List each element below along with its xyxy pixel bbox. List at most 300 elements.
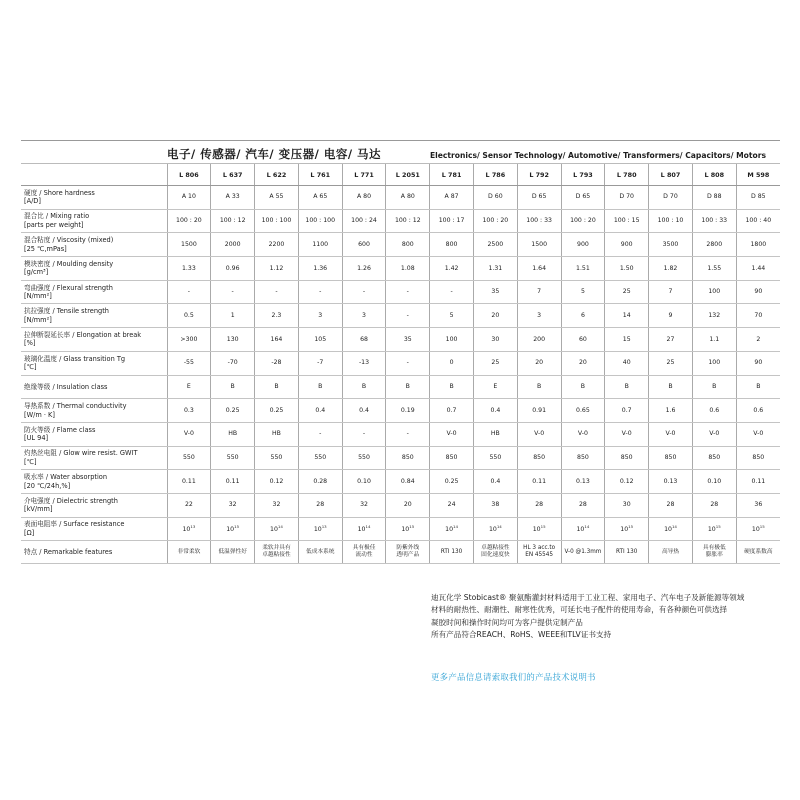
cell-value: 1.26	[357, 264, 371, 272]
cell-exponent: 15	[759, 523, 765, 529]
table-cell	[211, 257, 255, 281]
table-cell	[167, 517, 211, 541]
cell-value: 0.25	[269, 406, 284, 414]
table-cell	[692, 493, 736, 517]
property-unit: [parts per weight]	[24, 221, 84, 230]
cell-value: 0.3	[183, 406, 194, 414]
table-row	[21, 280, 780, 304]
cell-value: B	[756, 382, 761, 390]
cell-value: V-0	[183, 430, 194, 438]
table-cell	[298, 186, 342, 210]
cell-value: -55	[183, 359, 194, 367]
table-cell	[736, 422, 780, 446]
cell-value: E	[493, 382, 498, 390]
table-cell	[736, 517, 780, 541]
notes	[431, 592, 781, 642]
feature-cell	[386, 541, 430, 564]
feature-cell	[649, 541, 693, 564]
table-cell	[692, 304, 736, 328]
table-cell	[561, 470, 605, 494]
table-cell	[430, 280, 474, 304]
table-cell	[342, 186, 386, 210]
table-cell	[517, 375, 561, 399]
cell-value: 100 : 33	[526, 217, 552, 225]
table-cell	[561, 375, 605, 399]
cell-exponent: 15	[540, 523, 546, 529]
table-cell	[561, 517, 605, 541]
cell-value: D 65	[575, 193, 591, 201]
table-cell	[473, 280, 517, 304]
table-cell	[386, 280, 430, 304]
cell-value: 132	[708, 311, 721, 319]
cell-value: 900	[577, 240, 589, 248]
cell-value: >300	[180, 335, 198, 343]
property-label	[21, 328, 167, 352]
cell-value: B	[230, 382, 235, 390]
cell-value: 850	[533, 454, 546, 462]
table-cell	[211, 328, 255, 352]
table-cell	[342, 399, 386, 423]
property-label	[21, 517, 167, 541]
table-cell	[692, 209, 736, 233]
table-cell	[386, 399, 430, 423]
table-cell	[473, 351, 517, 375]
cell-value: 3500	[662, 240, 679, 248]
cell-value: 7	[537, 288, 542, 296]
cell-value: 100 : 12	[219, 217, 246, 225]
cell-value: 2	[756, 335, 761, 343]
cell-value: 0.4	[315, 406, 326, 414]
table-cell	[211, 446, 255, 470]
cell-value: 10	[357, 525, 366, 533]
cell-value: -	[362, 430, 366, 438]
cell-value: 10	[751, 525, 760, 533]
table-cell	[430, 517, 474, 541]
table-cell	[298, 233, 342, 257]
property-unit: [℃]	[24, 457, 37, 466]
table-cell	[386, 470, 430, 494]
table-cell	[386, 304, 430, 328]
feature-text: 卓越粘接性	[481, 545, 510, 552]
table-cell	[211, 351, 255, 375]
cell-value: 1100	[312, 240, 329, 248]
table-cell	[736, 304, 780, 328]
cell-value: 850	[401, 454, 414, 462]
cell-value: V-0	[534, 430, 545, 438]
table-cell	[255, 375, 299, 399]
cell-value: 10	[226, 525, 235, 533]
feature-text: 低成本系统	[306, 548, 335, 555]
product-name: L 771	[342, 164, 386, 186]
cell-value: 90	[754, 288, 763, 296]
property-name: 弯曲强度 / Flexural strength	[24, 283, 113, 292]
cell-value: 22	[184, 501, 193, 509]
cell-value: 100 : 24	[351, 217, 377, 225]
table-cell	[473, 304, 517, 328]
cell-value: -13	[358, 359, 370, 367]
cell-value: 600	[358, 240, 370, 248]
more-info-link[interactable]: 更多产品信息请索取我们的产品技术说明书	[431, 672, 596, 682]
cell-exponent: 15	[628, 523, 634, 529]
table-cell	[342, 233, 386, 257]
table-cell	[605, 233, 649, 257]
table-cell	[211, 517, 255, 541]
table-cell	[561, 328, 605, 352]
cell-value: 1.12	[269, 264, 284, 272]
cell-value: 20	[578, 359, 587, 367]
table-cell	[167, 446, 211, 470]
feature-cell	[561, 541, 605, 564]
table-cell	[430, 186, 474, 210]
table-cell	[473, 517, 517, 541]
table-cell	[167, 304, 211, 328]
table-cell	[167, 233, 211, 257]
table-cell	[517, 186, 561, 210]
table-cell	[255, 446, 299, 470]
cell-value: 800	[445, 240, 458, 248]
table-cell	[736, 257, 780, 281]
cell-value: 0.65	[576, 406, 590, 414]
table-cell	[211, 375, 255, 399]
cell-value: 850	[577, 454, 589, 462]
table-cell	[342, 422, 386, 446]
table-cell	[473, 493, 517, 517]
table-cell	[649, 328, 693, 352]
property-unit: [N/mm²]	[24, 292, 52, 301]
table-cell	[517, 233, 561, 257]
table-cell	[298, 422, 342, 446]
table-cell	[255, 399, 299, 423]
cell-value: 0.6	[709, 406, 720, 414]
table-cell	[342, 257, 386, 281]
property-label	[21, 280, 167, 304]
cell-exponent: 14	[365, 523, 371, 529]
cell-value: D 60	[488, 193, 503, 201]
table-cell	[386, 375, 430, 399]
cell-value: 20	[491, 311, 500, 319]
table-cell	[430, 351, 474, 375]
cell-value: A 55	[269, 193, 284, 201]
cell-value: 70	[754, 311, 763, 319]
cell-value: -	[319, 288, 322, 296]
header-corner	[21, 164, 167, 186]
table-cell	[517, 257, 561, 281]
datasheet	[21, 140, 780, 564]
cell-value: 1.36	[313, 264, 328, 272]
table-cell	[255, 351, 299, 375]
cell-value: 5	[449, 311, 454, 319]
cell-value: 28	[535, 501, 544, 509]
property-name: 拉伸断裂延长率 / Elongation at break	[24, 330, 142, 339]
table-cell	[255, 233, 299, 257]
table-cell	[342, 280, 386, 304]
property-unit: [g/cm³]	[24, 268, 49, 277]
table-cell	[211, 233, 255, 257]
table-cell	[167, 257, 211, 281]
features-row	[21, 541, 780, 564]
cell-value: 1.6	[665, 406, 676, 414]
table-cell	[736, 209, 780, 233]
table-cell	[211, 470, 255, 494]
cell-value: D 70	[619, 193, 634, 201]
table-cell	[605, 399, 649, 423]
cell-value: 35	[491, 288, 500, 296]
cell-value: HB	[272, 430, 281, 438]
cell-value: 28	[666, 501, 675, 509]
table-cell	[692, 328, 736, 352]
table-cell	[561, 233, 605, 257]
table-cell	[649, 186, 693, 210]
table-row	[21, 186, 780, 210]
table-cell	[430, 209, 474, 233]
table-cell	[605, 280, 649, 304]
feature-text: 具有极低	[702, 545, 726, 552]
table-cell	[649, 209, 693, 233]
cell-value: 10	[532, 525, 541, 533]
table-cell	[605, 209, 649, 233]
table-cell	[430, 233, 474, 257]
table-cell	[736, 399, 780, 423]
cell-value: 28	[710, 501, 719, 509]
cell-value: 0.91	[532, 406, 547, 414]
cell-value: 100 : 20	[482, 217, 509, 225]
table-cell	[255, 280, 299, 304]
cell-value: -	[275, 288, 278, 296]
cell-value: 100	[708, 288, 721, 296]
cell-value: 1.55	[707, 264, 722, 272]
cell-value: 25	[622, 288, 631, 296]
cell-value: 1.44	[751, 264, 766, 272]
table-cell	[430, 257, 474, 281]
feature-text: EN 45545	[525, 552, 554, 559]
cell-value: 20	[403, 501, 412, 509]
table-cell	[298, 351, 342, 375]
table-cell	[561, 280, 605, 304]
product-name: L 781	[430, 164, 474, 186]
table-cell	[692, 446, 736, 470]
table-cell	[473, 446, 517, 470]
cell-value: 100 : 33	[701, 217, 728, 225]
table-cell	[342, 446, 386, 470]
cell-value: 2200	[268, 240, 285, 248]
property-unit: [kV/mm]	[24, 505, 53, 514]
table-cell	[649, 517, 693, 541]
table-cell	[649, 493, 693, 517]
table-cell	[167, 186, 211, 210]
table-row	[21, 493, 780, 517]
table-cell	[298, 375, 342, 399]
cell-value: 27	[666, 335, 675, 343]
cell-value: 60	[578, 335, 587, 343]
feature-text: HL 3 acc.to	[523, 545, 556, 552]
table-cell	[473, 209, 517, 233]
table-cell	[298, 446, 342, 470]
table-cell	[517, 493, 561, 517]
cell-value: 164	[270, 335, 283, 343]
cell-value: 36	[754, 501, 763, 509]
cell-value: 1.08	[400, 264, 415, 272]
table-cell	[298, 470, 342, 494]
table-cell	[649, 280, 693, 304]
property-label	[21, 233, 167, 257]
property-unit: [℃]	[24, 363, 37, 372]
cell-value: -	[450, 288, 453, 296]
cell-value: 10	[620, 525, 629, 533]
table-cell	[736, 186, 780, 210]
property-name: 硬度 / Shore hardness	[24, 188, 95, 197]
cell-value: 40	[622, 359, 631, 367]
table-cell	[430, 493, 474, 517]
property-name: 模块密度 / Moulding density	[24, 259, 114, 268]
table-cell	[342, 304, 386, 328]
cell-value: D 70	[663, 193, 678, 201]
table-cell	[211, 422, 255, 446]
table-cell	[692, 280, 736, 304]
note-line: 材料的耐热性、耐潮性、耐寒性优秀，可延长电子配件的使用寿命，有各种颜色可供选择	[431, 605, 728, 615]
table-cell	[649, 257, 693, 281]
table-cell	[473, 328, 517, 352]
cell-value: 100	[708, 359, 721, 367]
cell-value: -	[406, 359, 409, 367]
table-cell	[430, 399, 474, 423]
cell-value: 550	[358, 454, 370, 462]
table-cell	[298, 493, 342, 517]
cell-value: 3	[537, 311, 542, 319]
cell-value: 32	[360, 501, 368, 509]
property-unit: [20 ℃/24h,%]	[24, 481, 71, 490]
cell-value: 0.13	[663, 477, 678, 485]
cell-value: 100 : 20	[176, 217, 202, 225]
cell-value: 15	[622, 335, 631, 343]
properties-table	[21, 163, 780, 564]
table-row	[21, 517, 780, 541]
cell-exponent: 15	[409, 523, 415, 529]
cell-value: 0.4	[490, 406, 501, 414]
cell-value: 35	[403, 335, 412, 343]
product-name: L 761	[298, 164, 342, 186]
cell-value: V-0	[753, 430, 764, 438]
cell-value: 38	[491, 501, 500, 509]
property-label	[21, 209, 167, 233]
cell-value: 550	[182, 454, 195, 462]
table-cell	[736, 328, 780, 352]
cell-value: 32	[272, 501, 281, 509]
cell-value: 10	[270, 525, 278, 533]
cell-value: 1.42	[444, 264, 459, 272]
cell-value: -70	[227, 359, 238, 367]
cell-value: 32	[228, 501, 237, 509]
table-row	[21, 470, 780, 494]
table-cell	[342, 328, 386, 352]
cell-value: 550	[314, 454, 327, 462]
table-cell	[736, 280, 780, 304]
table-cell	[386, 446, 430, 470]
cell-value: 3	[362, 311, 366, 319]
cell-value: 0	[449, 359, 454, 367]
feature-cell	[473, 541, 517, 564]
property-label	[21, 470, 167, 494]
table-cell	[386, 517, 430, 541]
table-cell	[605, 375, 649, 399]
table-cell	[561, 257, 605, 281]
table-cell	[692, 351, 736, 375]
table-cell	[255, 493, 299, 517]
product-name: M 598	[736, 164, 780, 186]
cell-value: 1.51	[576, 264, 590, 272]
table-cell	[649, 446, 693, 470]
property-label	[21, 257, 167, 281]
cell-value: D 88	[706, 193, 722, 201]
product-name: L 793	[561, 164, 605, 186]
table-cell	[561, 304, 605, 328]
property-label	[21, 399, 167, 423]
product-name: L 808	[692, 164, 736, 186]
table-cell	[255, 257, 299, 281]
table-cell	[605, 470, 649, 494]
table-cell	[386, 422, 430, 446]
table-cell	[517, 446, 561, 470]
table-cell	[430, 375, 474, 399]
cell-value: 550	[270, 454, 283, 462]
table-cell	[561, 209, 605, 233]
cell-value: 25	[491, 359, 500, 367]
feature-text: 硬度系数高	[744, 548, 773, 555]
feature-cell	[736, 541, 780, 564]
table-cell	[517, 304, 561, 328]
table-cell	[430, 304, 474, 328]
table-cell	[517, 209, 561, 233]
cell-exponent: 14	[671, 523, 677, 529]
table-cell	[211, 186, 255, 210]
cell-exponent: 15	[234, 523, 240, 529]
table-row	[21, 375, 780, 399]
table-cell	[167, 493, 211, 517]
table-cell	[167, 399, 211, 423]
table-cell	[386, 186, 430, 210]
cell-value: 850	[664, 454, 677, 462]
cell-value: 100 : 100	[261, 217, 292, 225]
property-name: 抗拉强度 / Tensile strength	[24, 307, 109, 316]
table-cell	[605, 257, 649, 281]
cell-value: 0.12	[269, 477, 284, 485]
cell-value: 68	[360, 335, 368, 343]
property-name: 混合比 / Mixing ratio	[24, 212, 90, 221]
property-label	[21, 493, 167, 517]
note-line: 迪瓦化学 Stobicast® 聚氨酯灌封材料适用于工业工程、家用电子、汽车电子及新能源等领域	[431, 593, 745, 602]
table-row	[21, 422, 780, 446]
product-name: L 806	[167, 164, 211, 186]
table-cell	[255, 517, 299, 541]
product-name: L 780	[605, 164, 649, 186]
cell-value: 850	[752, 454, 765, 462]
cell-exponent: 14	[453, 523, 458, 529]
feature-cell	[517, 541, 561, 564]
property-name: 玻璃化温度 / Glass transition Tg	[24, 354, 126, 363]
table-cell	[605, 517, 649, 541]
cell-value: 0.19	[400, 406, 415, 414]
cell-value: 1500	[531, 240, 548, 248]
cell-value: 1.31	[488, 264, 503, 272]
feature-text: 低温弹性好	[218, 548, 247, 555]
cell-exponent: 14	[584, 523, 590, 529]
product-name: L 786	[473, 164, 517, 186]
note-line: 所有产品符合REACH、RoHS、WEEE和TLV证书支持	[431, 630, 612, 640]
cell-value: B	[712, 382, 717, 390]
table-cell	[517, 399, 561, 423]
cell-value: HB	[490, 430, 500, 438]
table-row	[21, 304, 780, 328]
feature-text: 透明产品	[396, 552, 420, 559]
